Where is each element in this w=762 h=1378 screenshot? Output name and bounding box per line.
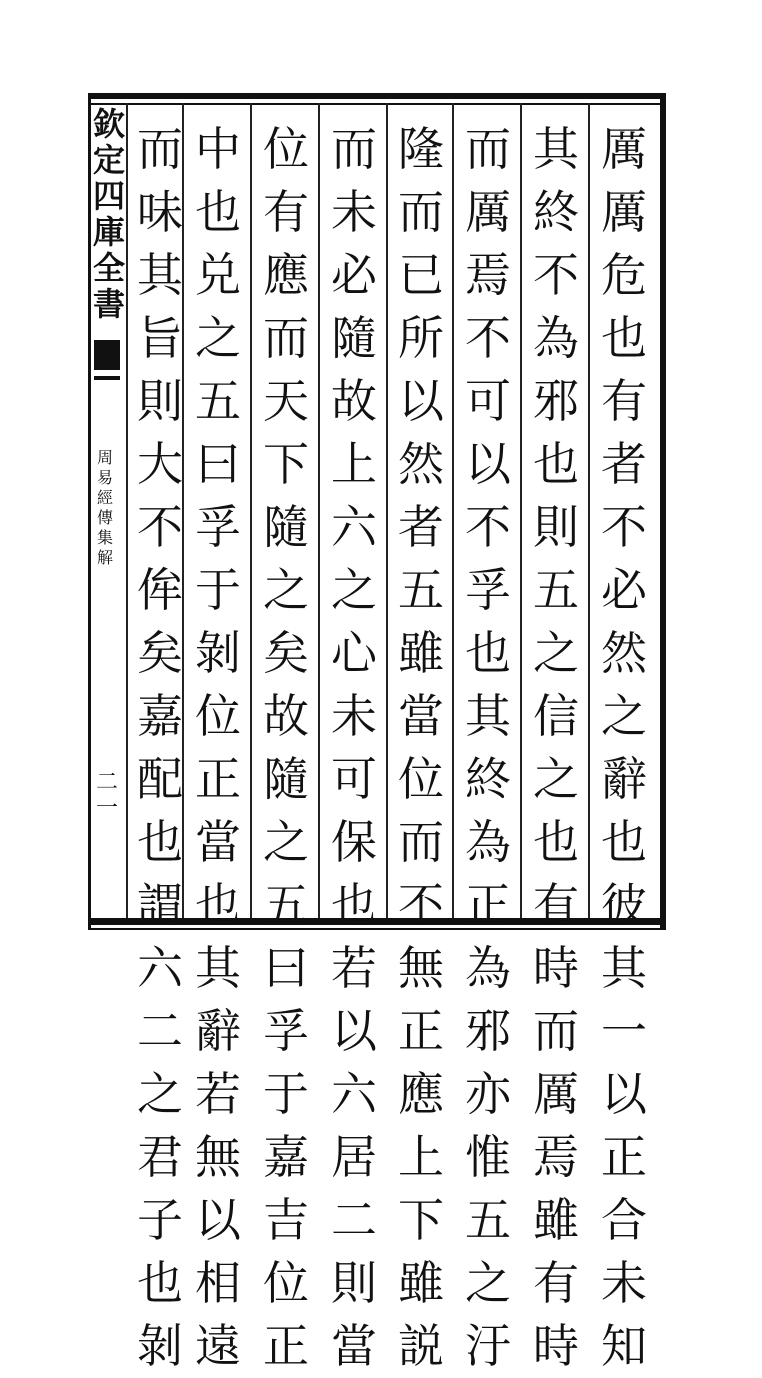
- text-character: 然: [601, 626, 647, 680]
- text-character: 位: [263, 1256, 309, 1310]
- section-character: 易: [96, 468, 113, 487]
- text-character: 其: [601, 941, 647, 995]
- text-character: 為: [533, 311, 579, 365]
- text-character: 于: [263, 1067, 309, 1121]
- text-character: 時: [533, 1319, 579, 1373]
- text-character: 君: [137, 1130, 183, 1184]
- text-character: 天: [263, 374, 309, 428]
- text-character: 也: [195, 185, 241, 239]
- text-character: 辭: [601, 752, 647, 806]
- text-character: 以: [398, 374, 444, 428]
- text-character: 也: [331, 878, 377, 932]
- text-character: 而: [465, 122, 511, 176]
- text-character: 其: [533, 122, 579, 176]
- text-character: 保: [331, 815, 377, 869]
- text-character: 之: [601, 689, 647, 743]
- text-character: 必: [601, 563, 647, 617]
- text-character: 當: [398, 689, 444, 743]
- margin-section-title: [93, 448, 117, 568]
- text-character: 相: [195, 1256, 241, 1310]
- text-character: 之: [137, 1067, 183, 1121]
- text-character: 之: [533, 752, 579, 806]
- text-character: 也: [533, 815, 579, 869]
- text-character: 配: [137, 752, 183, 806]
- text-character: 六: [331, 1067, 377, 1121]
- text-character: 下: [398, 1193, 444, 1247]
- text-character: 位: [398, 752, 444, 806]
- text-character: 必: [331, 248, 377, 302]
- text-character: 之: [465, 1256, 511, 1310]
- text-column-4: [392, 118, 450, 1373]
- column-rule: [250, 103, 252, 918]
- text-character: 正: [195, 752, 241, 806]
- text-character: 以: [195, 1193, 241, 1247]
- text-character: 謂: [137, 878, 183, 932]
- text-character: 其: [195, 941, 241, 995]
- text-character: 居: [331, 1130, 377, 1184]
- text-character: 所: [398, 311, 444, 365]
- text-character: 無: [195, 1130, 241, 1184]
- text-character: 正: [263, 1319, 309, 1373]
- text-character: 則: [533, 500, 579, 554]
- text-character: 其: [465, 689, 511, 743]
- text-character: 而: [398, 815, 444, 869]
- text-character: 五: [195, 374, 241, 428]
- text-character: 中: [195, 122, 241, 176]
- text-character: 旨: [137, 311, 183, 365]
- text-character: 者: [601, 437, 647, 491]
- section-character: 周: [96, 448, 113, 467]
- text-character: 也: [137, 815, 183, 869]
- title-character: 欽: [92, 105, 125, 143]
- text-character: 故: [263, 689, 309, 743]
- text-character: 嘉: [137, 689, 183, 743]
- margin-book-title: [92, 106, 126, 322]
- text-character: 下: [263, 437, 309, 491]
- section-character: 傳: [96, 508, 113, 527]
- text-character: 也: [465, 626, 511, 680]
- text-character: 則: [331, 1256, 377, 1310]
- text-character: 信: [533, 689, 579, 743]
- text-character: 五: [398, 563, 444, 617]
- text-character: 知: [601, 1319, 647, 1373]
- text-character: 剝: [137, 1319, 183, 1373]
- text-character: 嘉: [263, 1130, 309, 1184]
- text-character: 未: [601, 1256, 647, 1310]
- text-character: 曰: [263, 941, 309, 995]
- text-character: 不: [533, 248, 579, 302]
- text-character: 惟: [465, 1130, 511, 1184]
- text-character: 厲: [465, 185, 511, 239]
- text-character: 之: [195, 311, 241, 365]
- text-character: 以: [465, 437, 511, 491]
- text-character: 侔: [137, 563, 183, 617]
- text-character: 未: [331, 689, 377, 743]
- text-column-6: [257, 118, 315, 1373]
- text-character: 味: [137, 185, 183, 239]
- text-character: 應: [398, 1067, 444, 1121]
- text-character: 隆: [398, 122, 444, 176]
- title-character: 庫: [92, 213, 125, 251]
- text-character: 有: [533, 1256, 579, 1310]
- text-character: 有: [601, 374, 647, 428]
- text-character: 也: [601, 815, 647, 869]
- text-character: 有: [533, 878, 579, 932]
- text-character: 曰: [195, 437, 241, 491]
- text-character: 心: [331, 626, 377, 680]
- text-character: 孚: [465, 563, 511, 617]
- text-character: 不: [465, 311, 511, 365]
- text-character: 可: [465, 374, 511, 428]
- text-character: 孚: [263, 1004, 309, 1058]
- text-character: 有: [263, 185, 309, 239]
- text-column-3: [459, 118, 517, 1373]
- text-character: 若: [195, 1067, 241, 1121]
- text-character: 以: [601, 1067, 647, 1121]
- text-character: 彼: [601, 878, 647, 932]
- text-character: 之: [331, 563, 377, 617]
- text-character: 焉: [533, 1130, 579, 1184]
- frame-top-inner-border: [88, 103, 666, 105]
- text-character: 為: [465, 941, 511, 995]
- text-character: 厲: [601, 185, 647, 239]
- text-character: 矣: [137, 626, 183, 680]
- text-character: 厲: [601, 122, 647, 176]
- text-character: 孚: [195, 500, 241, 554]
- column-rule: [520, 103, 522, 918]
- text-column-2: [527, 118, 585, 1373]
- text-character: 不: [465, 500, 511, 554]
- column-rule: [452, 103, 454, 918]
- text-column-7: [189, 118, 247, 1373]
- text-character: 説: [398, 1319, 444, 1373]
- text-character: 而: [533, 1004, 579, 1058]
- section-character: 集: [96, 528, 113, 547]
- section-character: 經: [96, 488, 113, 507]
- margin-fishtail-line: [94, 376, 120, 380]
- column-rule: [588, 103, 590, 918]
- text-character: 亦: [465, 1067, 511, 1121]
- margin-page-number: 二一: [95, 770, 118, 821]
- text-character: 遠: [195, 1319, 241, 1373]
- text-column-8: [131, 118, 189, 1373]
- frame-right-border: [660, 93, 666, 930]
- text-character: 之: [263, 815, 309, 869]
- text-character: 以: [331, 1004, 377, 1058]
- text-character: 正: [465, 878, 511, 932]
- title-character: 定: [92, 141, 125, 179]
- text-character: 汙: [465, 1319, 511, 1373]
- text-character: 六: [137, 941, 183, 995]
- text-character: 當: [331, 1319, 377, 1373]
- text-character: 隨: [263, 752, 309, 806]
- text-character: 吉: [263, 1193, 309, 1247]
- text-character: 無: [398, 941, 444, 995]
- text-character: 位: [263, 122, 309, 176]
- text-character: 若: [331, 941, 377, 995]
- text-character: 二: [137, 1004, 183, 1058]
- text-character: 也: [601, 311, 647, 365]
- title-character: 四: [92, 177, 125, 215]
- text-character: 隨: [263, 500, 309, 554]
- text-character: 五: [263, 878, 309, 932]
- text-character: 然: [398, 437, 444, 491]
- title-character: 書: [92, 285, 125, 323]
- text-character: 雖: [533, 1193, 579, 1247]
- text-character: 而: [398, 185, 444, 239]
- text-character: 之: [533, 626, 579, 680]
- text-character: 雖: [398, 626, 444, 680]
- text-character: 者: [398, 500, 444, 554]
- section-character: 解: [96, 548, 113, 567]
- text-character: 子: [137, 1193, 183, 1247]
- column-rule: [126, 103, 128, 918]
- text-character: 邪: [533, 374, 579, 428]
- text-character: 于: [195, 563, 241, 617]
- text-character: 雖: [398, 1256, 444, 1310]
- margin-fishtail-mark: [94, 340, 120, 370]
- text-character: 為: [465, 815, 511, 869]
- text-column-1: [595, 118, 653, 1373]
- text-character: 故: [331, 374, 377, 428]
- text-character: 而: [263, 311, 309, 365]
- text-character: 之: [263, 563, 309, 617]
- text-character: 邪: [465, 1004, 511, 1058]
- column-rule: [386, 103, 388, 918]
- text-character: 上: [331, 437, 377, 491]
- text-character: 則: [137, 374, 183, 428]
- text-character: 矣: [263, 626, 309, 680]
- text-character: 應: [263, 248, 309, 302]
- text-column-5: [325, 118, 383, 1373]
- text-character: 剝: [195, 626, 241, 680]
- text-character: 時: [533, 941, 579, 995]
- text-character: 五: [465, 1193, 511, 1247]
- text-character: 正: [398, 1004, 444, 1058]
- text-character: 可: [331, 752, 377, 806]
- text-character: 合: [601, 1193, 647, 1247]
- text-character: 其: [137, 248, 183, 302]
- text-character: 不: [601, 500, 647, 554]
- text-character: 不: [137, 500, 183, 554]
- text-character: 二: [331, 1193, 377, 1247]
- text-character: 位: [195, 689, 241, 743]
- text-character: 而: [137, 122, 183, 176]
- title-character: 全: [92, 249, 125, 287]
- text-character: 已: [398, 248, 444, 302]
- text-character: 兑: [195, 248, 241, 302]
- text-character: 厲: [533, 1067, 579, 1121]
- text-character: 終: [533, 185, 579, 239]
- text-character: 一: [601, 1004, 647, 1058]
- text-character: 六: [331, 500, 377, 554]
- text-character: 而: [331, 122, 377, 176]
- text-character: 上: [398, 1130, 444, 1184]
- text-character: 焉: [465, 248, 511, 302]
- text-character: 當: [195, 815, 241, 869]
- text-character: 終: [465, 752, 511, 806]
- text-character: 五: [533, 563, 579, 617]
- text-character: 不: [398, 878, 444, 932]
- text-character: 大: [137, 437, 183, 491]
- text-character: 未: [331, 185, 377, 239]
- text-character: 危: [601, 248, 647, 302]
- text-character: 辭: [195, 1004, 241, 1058]
- text-character: 隨: [331, 311, 377, 365]
- text-character: 也: [137, 1256, 183, 1310]
- frame-top-border: [88, 93, 666, 99]
- text-character: 正: [601, 1130, 647, 1184]
- column-rule: [318, 103, 320, 918]
- text-character: 也: [195, 878, 241, 932]
- text-character: 也: [533, 437, 579, 491]
